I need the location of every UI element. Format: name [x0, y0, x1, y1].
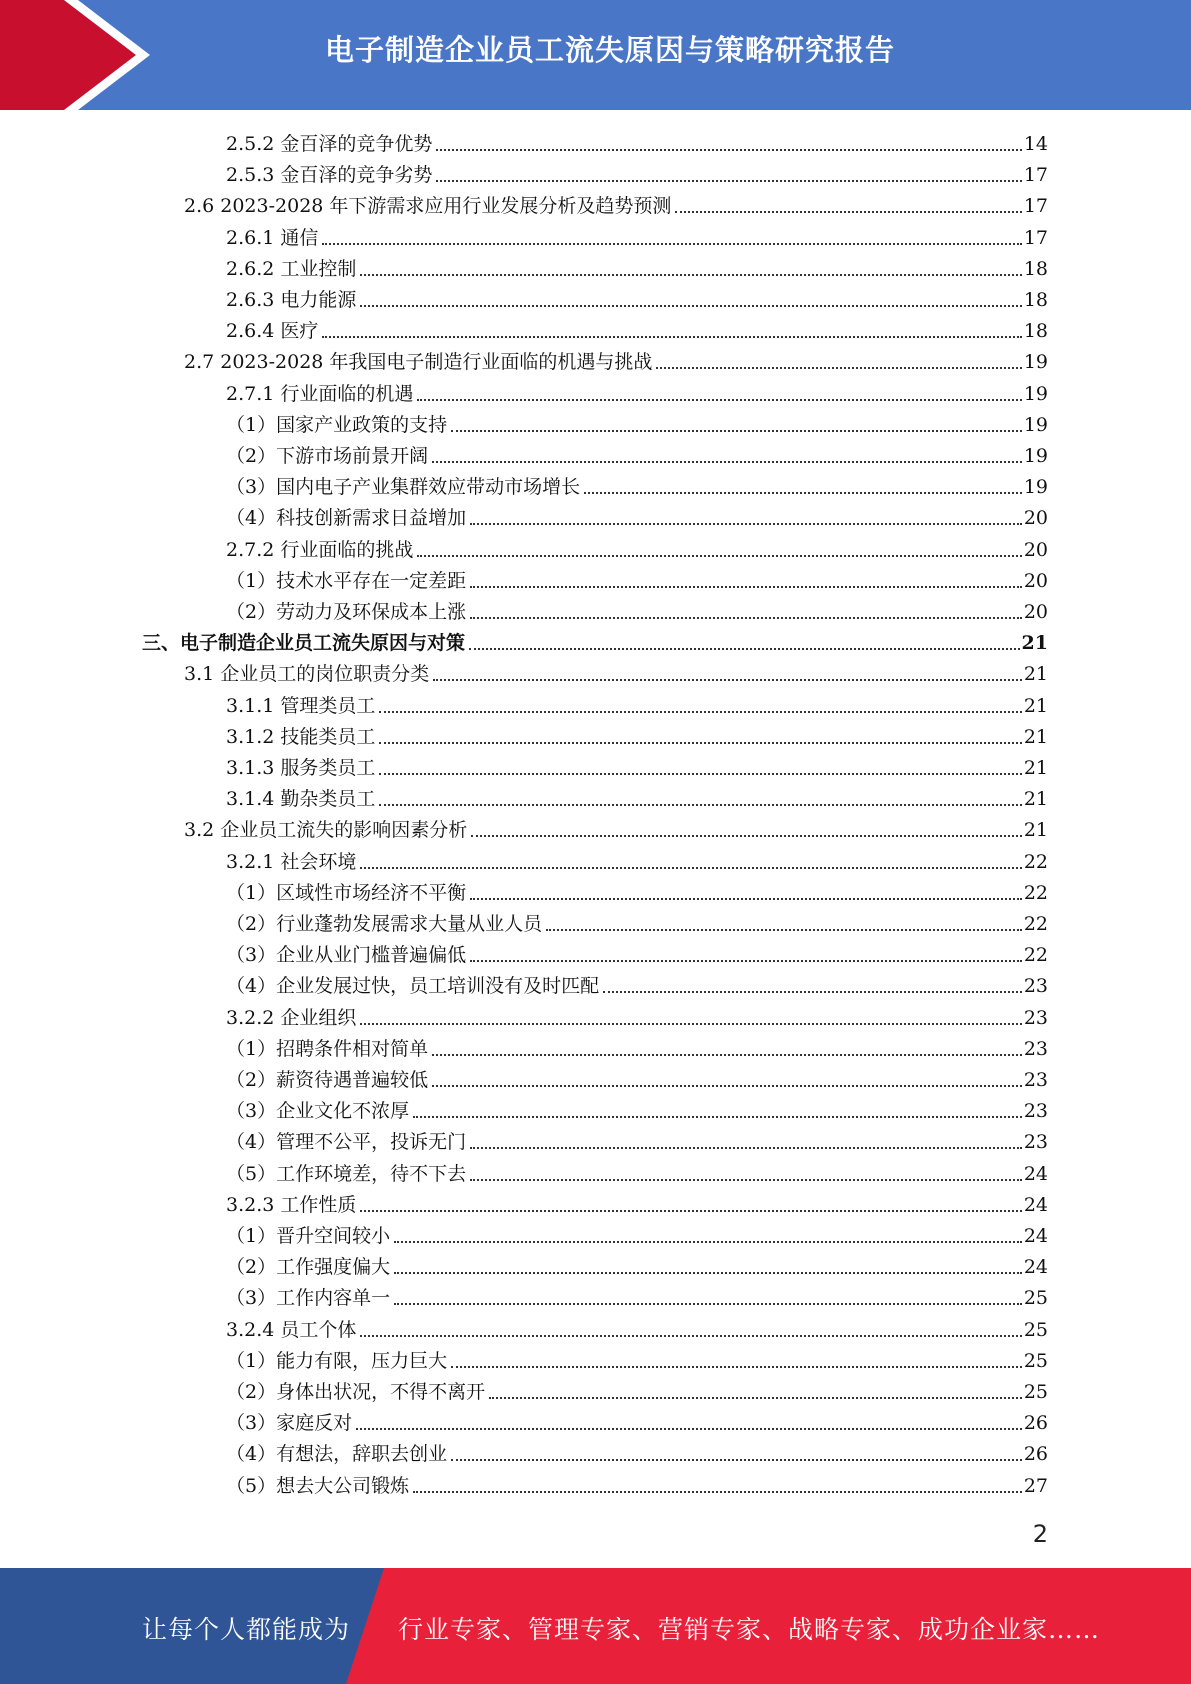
toc-leader-dots [470, 617, 1022, 619]
toc-entry[interactable] [226, 690, 1048, 718]
toc-entry-title: （3）国内电子产业集群效应带动市场增长 [226, 476, 581, 499]
toc-leader-dots [413, 1491, 1022, 1493]
toc-entry-page: 23 [1023, 1037, 1048, 1060]
toc-leader-dots [470, 586, 1022, 588]
toc-entry-page: 23 [1023, 1069, 1048, 1091]
toc-entry-title: （2）薪资待遇普遍较低 [226, 1069, 429, 1091]
toc-entry-page: 18 [1023, 320, 1048, 343]
toc-entry-title: （2）劳动力及环保成本上涨 [226, 601, 467, 623]
toc-entry-title: （4）企业发展过快，员工培训没有及时匹配 [226, 975, 600, 998]
toc-leader-dots [379, 711, 1021, 713]
toc-entry-page: 24 [1023, 1193, 1048, 1216]
toc-entry-page: 24 [1023, 1225, 1048, 1247]
toc-entry-page: 25 [1023, 1287, 1048, 1310]
toc-entry[interactable] [226, 939, 1048, 967]
toc-entry-page: 21 [1023, 694, 1048, 717]
toc-entry[interactable] [184, 346, 1048, 374]
toc-entry-page: 21 [1023, 757, 1048, 779]
toc-entry[interactable] [226, 378, 1048, 406]
toc-entry[interactable] [226, 1220, 1048, 1248]
toc-entry[interactable] [226, 1407, 1048, 1435]
toc-entry-title: （1）晋升空间较小 [226, 1225, 391, 1247]
toc-leader-dots [603, 991, 1022, 993]
toc-entry[interactable] [226, 1064, 1048, 1092]
toc-entry[interactable] [226, 1345, 1048, 1373]
toc-entry-page: 19 [1023, 382, 1048, 405]
toc-entry-title: 2.6.2 工业控制 [226, 257, 357, 280]
toc-entry-page: 20 [1023, 507, 1048, 530]
toc-leader-dots [379, 742, 1021, 744]
toc-entry[interactable] [226, 721, 1048, 749]
toc-entry-title: （1）招聘条件相对简单 [226, 1037, 429, 1060]
toc-entry-page: 20 [1023, 538, 1048, 561]
toc-leader-dots [436, 149, 1021, 151]
toc-entry[interactable] [226, 222, 1048, 250]
toc-entry[interactable] [226, 970, 1048, 998]
toc-leader-dots [360, 1335, 1021, 1337]
toc-entry[interactable] [226, 315, 1048, 343]
toc-entry-page: 20 [1023, 569, 1048, 592]
toc-entry[interactable] [226, 284, 1048, 312]
toc-entry[interactable] [226, 1126, 1048, 1154]
toc-entry-page: 27 [1023, 1474, 1048, 1497]
toc-entry-title: 2.7.2 行业面临的挑战 [226, 538, 414, 561]
toc-entry[interactable] [226, 1095, 1048, 1123]
toc-entry[interactable] [226, 1033, 1048, 1061]
toc-entry-title: 三、电子制造企业员工流失原因与对策 [142, 632, 466, 655]
toc-entry-title: （3）家庭反对 [226, 1412, 353, 1435]
toc-leader-dots [360, 274, 1021, 276]
toc-leader-dots [356, 1428, 1022, 1430]
toc-entry-title: （4）科技创新需求日益增加 [226, 507, 467, 530]
page-number: 2 [1032, 1520, 1048, 1548]
toc-leader-dots [584, 492, 1022, 494]
toc-entry-title: （3）企业从业门槛普遍偏低 [226, 944, 467, 967]
toc-entry-page: 17 [1023, 226, 1048, 249]
toc-entry[interactable] [226, 565, 1048, 593]
toc-leader-dots [417, 399, 1021, 401]
toc-entry-title: 2.5.2 金百泽的竞争优势 [226, 133, 433, 155]
toc-entry-title: （5）想去大公司锻炼 [226, 1474, 410, 1497]
toc-entry-page: 26 [1023, 1412, 1048, 1435]
toc-leader-dots [451, 1366, 1022, 1368]
toc-leader-dots [470, 898, 1022, 900]
toc-entry[interactable] [226, 877, 1048, 905]
toc-entry-page: 21 [1023, 819, 1048, 842]
toc-entry-page: 22 [1023, 850, 1048, 873]
toc-entry[interactable] [226, 783, 1048, 811]
toc-entry[interactable] [226, 1251, 1048, 1279]
toc-entry-title: （3）企业文化不浓厚 [226, 1100, 410, 1123]
toc-leader-dots [360, 1023, 1021, 1025]
toc-leader-dots [546, 929, 1022, 931]
toc-entry-page: 20 [1023, 601, 1048, 623]
toc-leader-dots [470, 523, 1022, 525]
toc-entry[interactable] [226, 1189, 1048, 1217]
toc-entry-page: 24 [1023, 1162, 1048, 1185]
page-footer [0, 1568, 1191, 1684]
toc-entry-title: （1）区域性市场经济不平衡 [226, 881, 467, 904]
toc-entry-page: 14 [1023, 133, 1048, 155]
toc-entry-title: （2）工作强度偏大 [226, 1256, 391, 1279]
toc-leader-dots [675, 211, 1021, 213]
toc-entry[interactable] [226, 534, 1048, 562]
toc-entry-page: 26 [1023, 1443, 1048, 1466]
toc-leader-dots [471, 835, 1022, 837]
toc-entry-page: 25 [1023, 1318, 1048, 1341]
toc-entry-page: 21 [1023, 788, 1048, 811]
toc-entry-page: 21 [1021, 632, 1048, 655]
toc-entry-title: （2）下游市场前景开阔 [226, 445, 429, 467]
toc-leader-dots [656, 367, 1021, 369]
toc-leader-dots [322, 336, 1021, 338]
toc-entry-title: （4）管理不公平，投诉无门 [226, 1131, 467, 1154]
toc-entry[interactable] [226, 409, 1048, 437]
toc-entry-title: （5）工作环境差，待不下去 [226, 1162, 467, 1185]
toc-entry-title: 2.7.1 行业面临的机遇 [226, 382, 414, 405]
toc-leader-dots [394, 1303, 1022, 1305]
toc-entry[interactable] [142, 627, 1048, 655]
toc-leader-dots [417, 555, 1021, 557]
footer-slogan-right: 行业专家、管理专家、营销专家、战略专家、成功企业家…… [398, 1615, 1101, 1644]
toc-entry-page: 18 [1023, 289, 1048, 311]
toc-entry-page: 17 [1023, 164, 1048, 187]
report-title: 电子制造企业员工流失原因与策略研究报告 [324, 33, 895, 67]
toc-entry-page: 19 [1023, 476, 1048, 499]
toc-entry-page: 22 [1023, 913, 1048, 935]
toc-entry-page: 23 [1023, 1006, 1048, 1029]
toc-entry-page: 23 [1023, 1131, 1048, 1154]
toc-entry-title: 3.1.2 技能类员工 [226, 725, 376, 748]
page-header [0, 0, 1191, 110]
toc-leader-dots [432, 1054, 1022, 1056]
toc-entry[interactable] [226, 846, 1048, 874]
toc-entry[interactable] [226, 1002, 1048, 1030]
toc-entry-page: 23 [1023, 975, 1048, 998]
toc-entry[interactable] [226, 502, 1048, 530]
toc-leader-dots [489, 1397, 1022, 1399]
toc-entry[interactable] [226, 908, 1048, 936]
toc-entry-page: 19 [1023, 351, 1048, 374]
toc-leader-dots [433, 679, 1022, 681]
toc-leader-dots [360, 1210, 1021, 1212]
toc-entry-title: （1）技术水平存在一定差距 [226, 569, 467, 592]
toc-entry[interactable] [226, 1158, 1048, 1186]
toc-leader-dots [470, 1179, 1022, 1181]
toc-entry[interactable] [226, 1282, 1048, 1310]
toc-entry[interactable] [226, 1438, 1048, 1466]
toc-entry[interactable] [226, 440, 1048, 468]
toc-entry[interactable] [184, 814, 1048, 842]
toc-entry-title: 3.2.4 员工个体 [226, 1318, 357, 1341]
toc-leader-dots [469, 648, 1020, 650]
toc-entry[interactable] [184, 190, 1048, 218]
toc-entry-title: 3.1.1 管理类员工 [226, 694, 376, 717]
toc-entry-title: 3.2.3 工作性质 [226, 1193, 357, 1216]
toc-leader-dots [436, 180, 1021, 182]
toc-entry-title: 2.5.3 金百泽的竞争劣势 [226, 164, 433, 187]
toc-leader-dots [394, 1272, 1022, 1274]
toc-entry[interactable] [226, 471, 1048, 499]
toc-leader-dots [360, 867, 1021, 869]
toc-leader-dots [432, 1085, 1022, 1087]
toc-entry[interactable] [226, 1314, 1048, 1342]
toc-entry-page: 17 [1023, 195, 1048, 218]
toc-entry-page: 25 [1023, 1349, 1048, 1372]
toc-entry-page: 24 [1023, 1256, 1048, 1279]
toc-entry-title: 3.1 企业员工的岗位职责分类 [184, 663, 430, 686]
toc-leader-dots [379, 804, 1021, 806]
toc-leader-dots [379, 773, 1021, 775]
toc-entry-title: 2.6.1 通信 [226, 226, 319, 249]
toc-entry-title: 3.2.1 社会环境 [226, 850, 357, 873]
toc-entry-title: 2.6.3 电力能源 [226, 289, 357, 311]
toc-entry-page: 25 [1023, 1381, 1048, 1403]
toc-leader-dots [394, 1241, 1022, 1243]
toc-leader-dots [322, 243, 1021, 245]
toc-entry-title: 2.7 2023-2028 年我国电子制造行业面临的机遇与挑战 [184, 351, 653, 374]
toc-entry[interactable] [226, 253, 1048, 281]
toc-entry-title: 3.2.2 企业组织 [226, 1006, 357, 1029]
toc-entry-title: （4）有想法，辞职去创业 [226, 1443, 448, 1466]
toc-entry-title: （2）身体出状况，不得不离开 [226, 1381, 486, 1403]
toc-entry-title: （1）能力有限，压力巨大 [226, 1349, 448, 1372]
toc-entry-title: 3.2 企业员工流失的影响因素分析 [184, 819, 468, 842]
toc-leader-dots [360, 305, 1021, 307]
toc-leader-dots [413, 1116, 1022, 1118]
toc-entry[interactable] [226, 159, 1048, 187]
toc-leader-dots [451, 1459, 1022, 1461]
toc-entry[interactable] [226, 1376, 1048, 1404]
toc-entry-title: （2）行业蓬勃发展需求大量从业人员 [226, 913, 543, 935]
toc-leader-dots [470, 1147, 1022, 1149]
toc-entry[interactable] [226, 128, 1048, 156]
toc-entry-page: 21 [1023, 663, 1048, 686]
toc-entry-title: 2.6.4 医疗 [226, 320, 319, 343]
footer-slogan-left: 让每个人都能成为 [142, 1615, 351, 1644]
toc-entry-title: 2.6 2023-2028 年下游需求应用行业发展分析及趋势预测 [184, 195, 672, 218]
toc-entry-page: 18 [1023, 257, 1048, 280]
toc-entry-title: （3）工作内容单一 [226, 1287, 391, 1310]
toc-entry-title: （1）国家产业政策的支持 [226, 413, 448, 436]
toc-entry-page: 22 [1023, 944, 1048, 967]
toc-entry-page: 22 [1023, 881, 1048, 904]
toc-entry-page: 21 [1023, 725, 1048, 748]
toc-leader-dots [451, 430, 1022, 432]
toc-entry[interactable] [226, 1470, 1048, 1498]
toc-entry-page: 19 [1023, 413, 1048, 436]
toc-entry-page: 23 [1023, 1100, 1048, 1123]
toc-leader-dots [432, 461, 1022, 463]
toc-entry-title: 3.1.4 勤杂类员工 [226, 788, 376, 811]
toc-leader-dots [470, 960, 1022, 962]
toc-entry-page: 19 [1023, 445, 1048, 467]
toc-entry-title: 3.1.3 服务类员工 [226, 757, 376, 779]
toc-entry[interactable] [226, 752, 1048, 780]
toc-entry[interactable] [226, 596, 1048, 624]
toc-entry[interactable] [184, 658, 1048, 686]
